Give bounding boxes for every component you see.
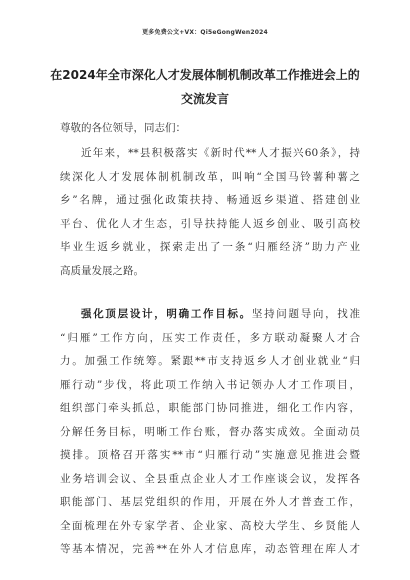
header-note: 更多免费公文+VX：Qi5eGongWen2024 (142, 29, 268, 36)
document-title-line-1: 在2024年全市深化人才发展体制机制改革工作推进会上的 (50, 68, 360, 82)
paragraph-2 (60, 303, 360, 562)
paragraph-line: 组织部门牵头抓总，职能部门协同推进，细化工作内容， (60, 402, 360, 414)
paragraph-line: 毕业生返乡就业，探索走出了一条“归雁经济”助力产业 (60, 241, 360, 253)
paragraph-line: 雁行动”步伐，将此项工作纳入书记领办人才工作项目， (60, 378, 360, 391)
document-title-line-2: 交流发言 (180, 92, 229, 106)
paragraph-line: 业务培训会议、全县重点企业人才工作座谈会议，发挥各 (60, 472, 360, 485)
paragraph-line: 职能部门、基层党组织的作用，开展在外人才普查工作， (60, 496, 360, 508)
greeting: 尊敬的各位领导，同志们： (60, 122, 186, 134)
paragraph-line: 乡”名牌，通过强化政策扶持、畅通返乡渠道、搭建创业 (60, 194, 360, 206)
paragraph-line: 分解任务目标，明晰工作台账，督办落实成效。全面动员 (60, 425, 360, 438)
paragraph-1 (60, 142, 360, 283)
section-heading: 强化顶层设计，明确工作目标。 (81, 308, 252, 320)
document-body (60, 142, 360, 562)
paragraph-line: 全面梳理在外专家学者、企业家、高校大学生、乡贤能人 (60, 519, 360, 532)
paragraph-line: 续深化人才发展体制机制改革，叫响“全国马铃薯种薯之 (60, 170, 360, 183)
paragraph-line: 近年来，**县积极落实《新时代**人才振兴60条》，持 (81, 147, 360, 159)
paragraph-line: “归雁”工作方向，压实工作责任，多方联动凝聚人才合 (60, 331, 360, 344)
paragraph-line-rest: 坚持问题导向，找准 (251, 308, 360, 320)
paragraph-line: 平台、优化人才生态，引导扶持能人返乡创业、吸引高校 (60, 217, 360, 230)
paragraph-line: 高质量发展之路。 (60, 264, 144, 277)
paragraph-line: 摸排。顶格召开落实**市“归雁行动”实施意见推进会暨 (60, 449, 360, 461)
paragraph-line: 等基本情况，完善**在外人才信息库，动态管理在库人才 (60, 543, 360, 555)
paragraph-gap (60, 283, 360, 303)
paragraph-line: 力。加强工作统筹。紧跟**市支持返乡人才创业就业“归 (60, 355, 360, 367)
paragraph-line (60, 303, 360, 327)
